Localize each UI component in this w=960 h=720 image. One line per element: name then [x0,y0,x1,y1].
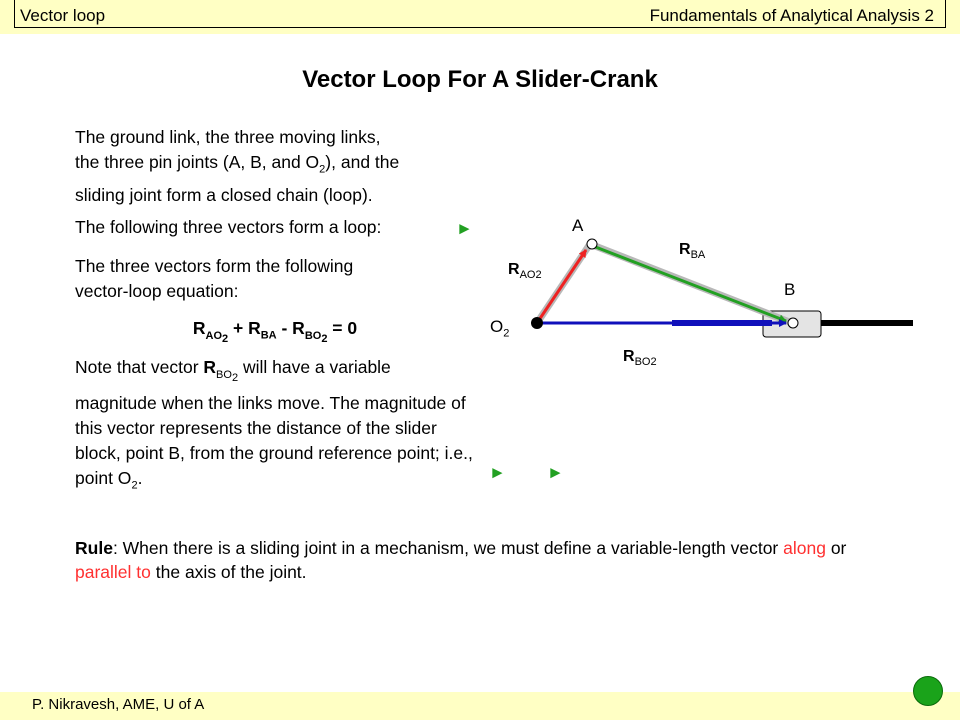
label-r-ba-sub: BA [690,249,706,262]
paragraph-vectors-form-loop: The following three vectors form a loop: [75,217,382,237]
label-a: A [572,216,584,235]
rule-bold: Rule [75,538,113,558]
footer-bar [0,692,960,720]
header-left: Vector loop [20,6,106,25]
next-slide-button[interactable] [913,676,943,706]
rule-b: the axis of the joint. [150,562,307,582]
eq-s2: BA [260,329,277,342]
p4-vec-sub: BO [216,368,232,381]
vector-r-ao2 [537,250,586,323]
rule-parallel: parallel to [75,562,151,582]
label-r-ao2-r: R [508,261,520,278]
p1-line2a: the three pin joints (A, B, and O [75,152,320,172]
p1-line3: sliding joint form a closed chain (loop). [75,184,373,205]
rule-along: along [783,538,826,558]
label-r-ao2 [508,261,542,281]
p4-c: . [137,467,143,488]
eq-s3: BO [304,329,322,342]
header-right: Fundamentals of Analytical Analysis 2 [649,6,934,25]
label-o2 [490,317,509,339]
p4-vec-subsub: 2 [231,371,239,384]
eq-op2: - [276,318,293,338]
p4-c-sub: 2 [131,479,138,492]
p4-a: Note that vector [75,357,204,377]
label-r-bo2-sub: BO2 [634,356,657,369]
pin-joint-b [788,318,798,328]
p1-line2b: ), and the [325,152,400,172]
eq-ss1: 2 [222,332,229,345]
eq-r2: R [248,318,261,338]
pin-joint-a [587,239,597,249]
eq-r3: R [292,318,305,338]
play-arrow-1-icon[interactable]: ► [456,219,473,238]
label-r-bo2-r: R [623,348,635,365]
label-o-sub: 2 [503,327,510,340]
label-o: O [490,317,504,336]
label-r-ba-r: R [679,241,691,258]
rule-a: : When there is a sliding joint in a mechanism, we must define a variable-length vector [112,538,784,558]
p1-line1: The ground link, the three moving links, [75,127,381,147]
play-arrow-3-icon[interactable]: ► [547,463,564,482]
p3-line1: The three vectors form the following [75,256,354,276]
label-r-bo2 [623,348,657,368]
p3-line2: vector-loop equation: [75,281,239,301]
eq-op1: + [228,318,249,338]
footer-text: P. Nikravesh, AME, U of A [32,696,205,713]
play-arrow-2-icon[interactable]: ► [489,463,506,482]
label-b: B [784,280,796,299]
ground-pivot-o2 [531,317,543,329]
p4-vec: R [203,357,217,377]
label-r-ba [679,241,705,261]
eq-r1: R [192,318,206,338]
p4-b: will have a variable magnitude when the links move. The magnitude of this vector represents the distance of the slider block, point B, from the ground reference point; i.e., point O [75,357,473,488]
slide-title: Vector Loop For A Slider-Crank [302,66,658,93]
label-r-ao2-sub: AO2 [519,269,542,282]
eq-s1: AO [205,329,222,342]
eq-ss3: 2 [321,332,328,345]
rule-or: or [825,538,847,558]
p1-line2-sub: 2 [319,163,326,176]
eq-rhs: = 0 [327,318,358,338]
